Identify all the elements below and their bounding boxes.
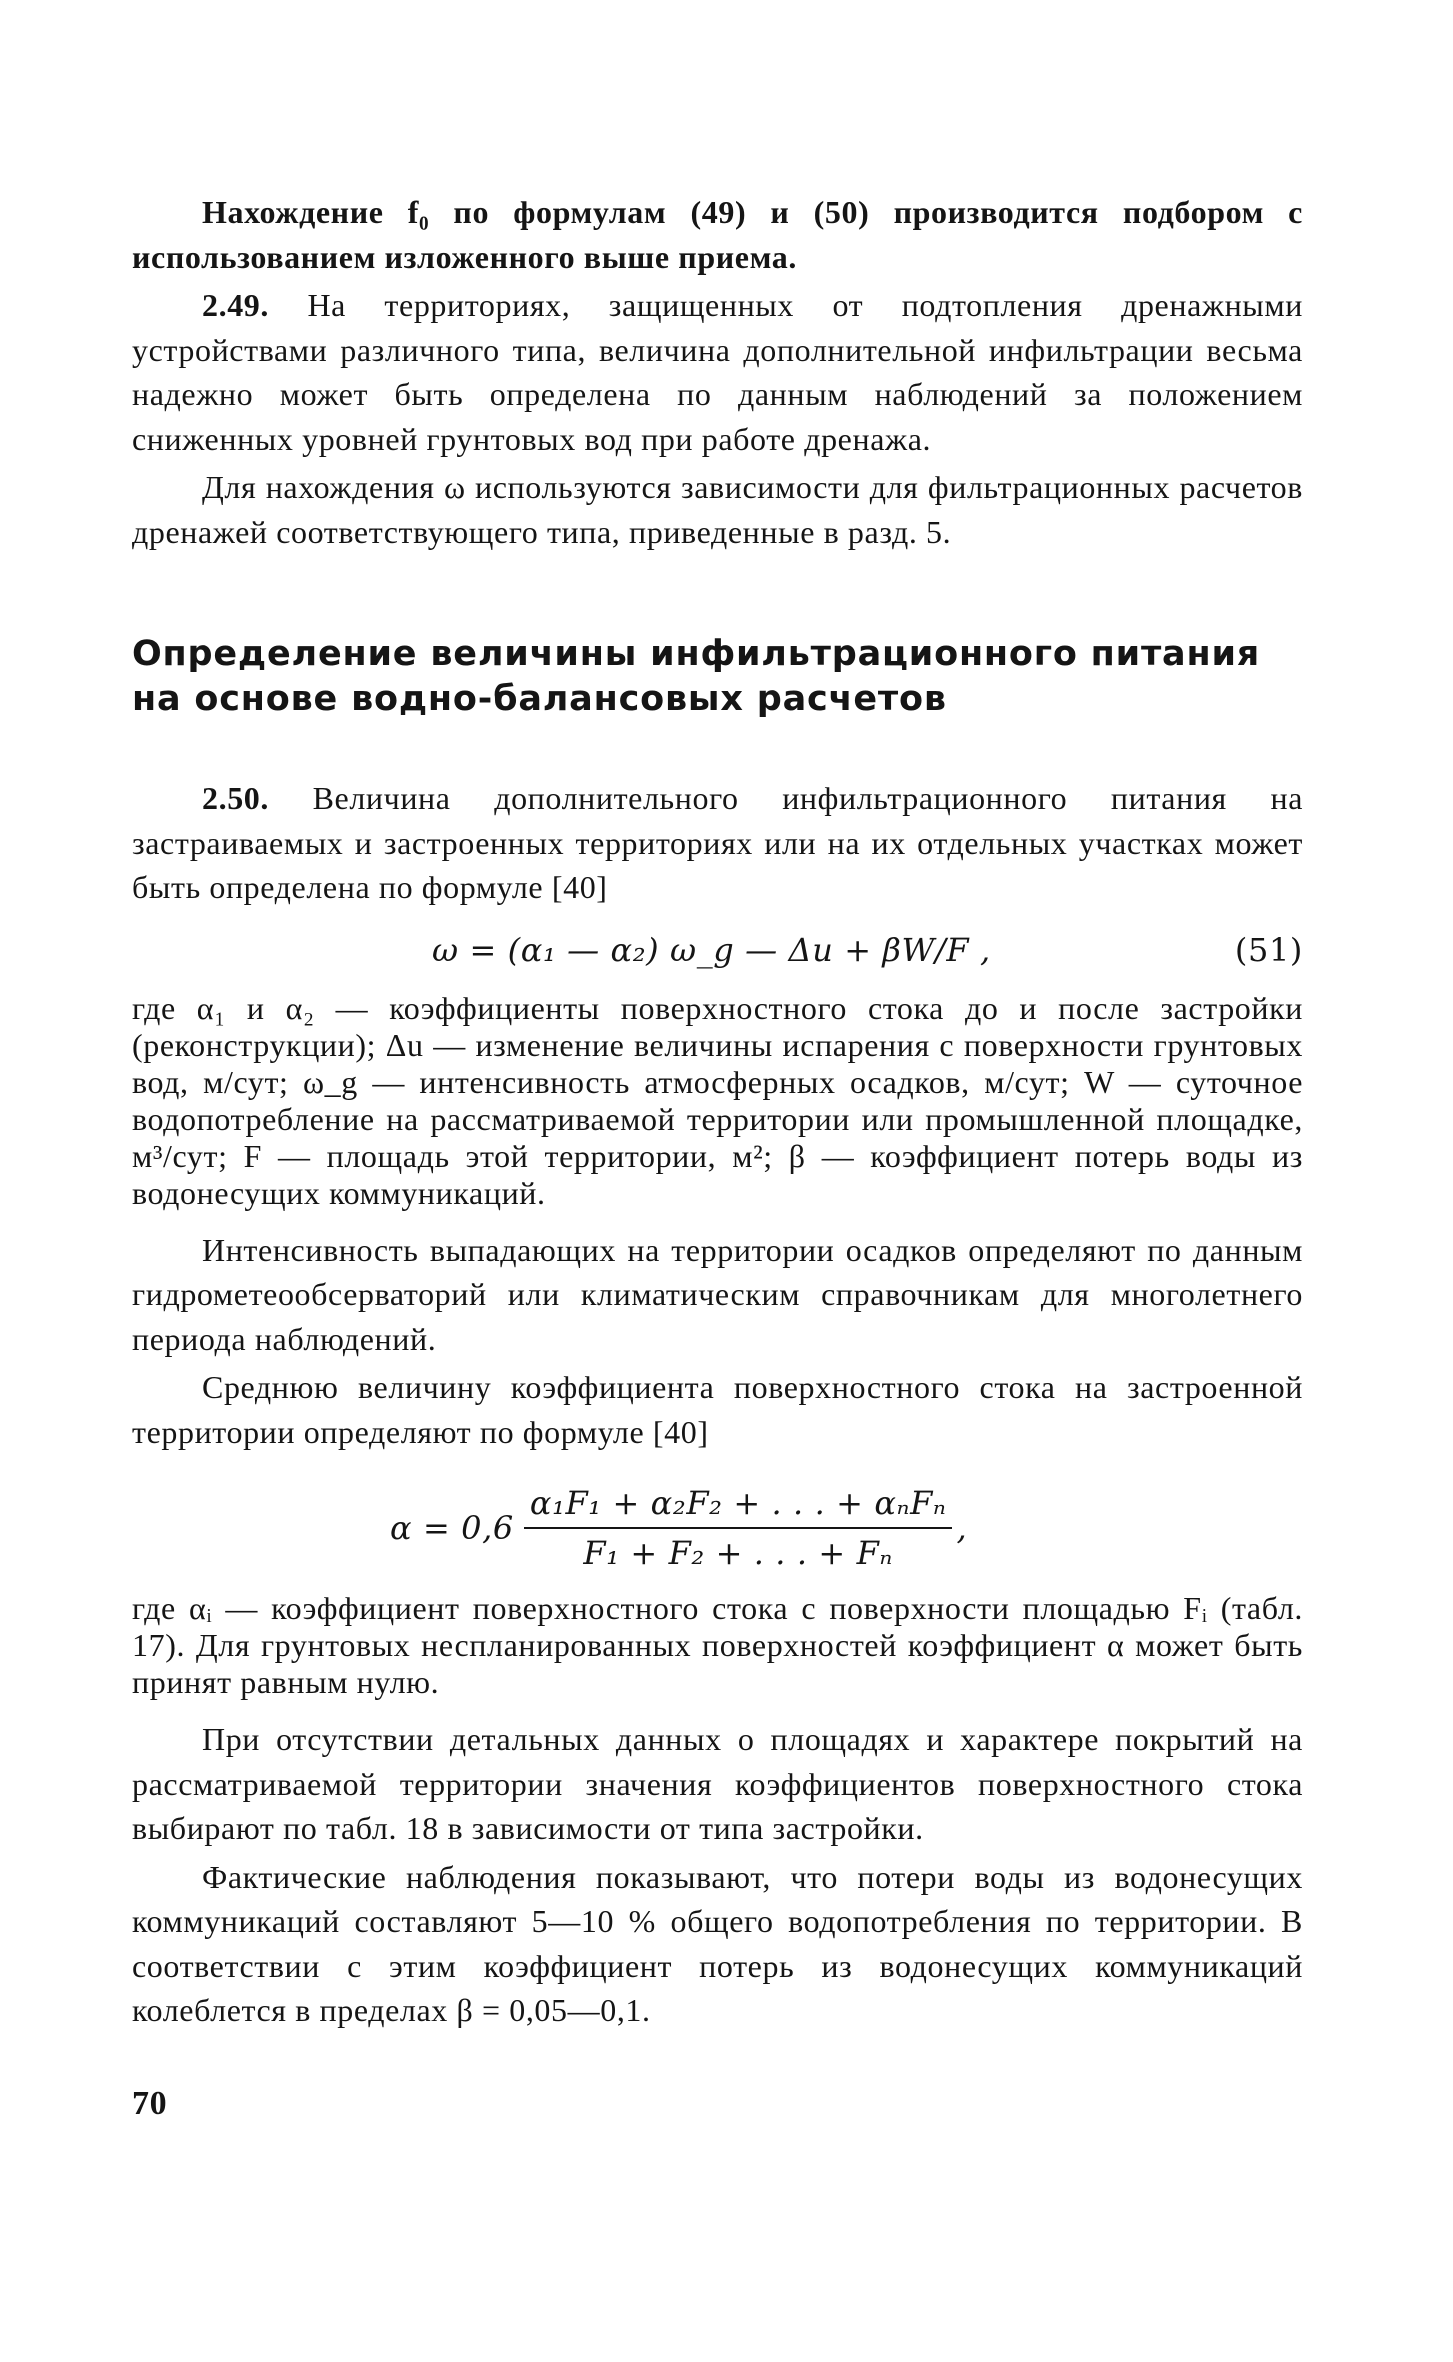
formula-51 bbox=[132, 922, 1303, 984]
paragraph-precipitation: Интенсивность выпадающих на территории осадков определяют по данным гидрометеообсерваторий или климатическим справочникам для многолетнего периода наблюдений. bbox=[132, 1231, 1303, 1357]
paragraph-2-50-text: Величина дополнительного инфильтрационного питания на застраиваемых и застроенных территориях или на их отдельных участках может быть определена по формуле [40] bbox=[132, 780, 1303, 905]
clause-number-2-49: 2.49. bbox=[202, 287, 269, 323]
formula-alpha-comma: , bbox=[956, 1508, 968, 1547]
paragraph-water-losses: Фактические наблюдения показывают, что потери воды из водонесущих коммуникаций составляют 5—10 % общего водопотребления по территории. В соответствии с этим коэффициент потерь из водонесущих коммуникаций колеблется в пределах β = 0,05—0,1. bbox=[132, 1858, 1303, 2028]
paragraph-definitions-51: где α₁ и α₂ — коэффициенты поверхностного стока до и после застройки (реконструкции); Δu — изменение величины испарения с поверхности грунтовых вод, м/сут; ω_g — интенсивность атмосферных осадков, м/сут; W — суточное водопотребление на рассматриваемой территории или промышленной площадке, м³/сут; F — площадь этой территории, м²; β — коэффициент потерь воды из водонесущих коммуникаций. bbox=[132, 989, 1303, 1211]
paragraph-2-50 bbox=[132, 776, 1303, 910]
paragraph-2-49-text: На территориях, защищенных от подтопления дренажными устройствами различного типа, величина дополнительной инфильтрации весьма надежно может быть определена по данным наблюдений за положением сниженных уровней грунтовых вод при работе дренажа. bbox=[132, 287, 1303, 457]
section-heading-line-1: Определение величины инфильтрационного питания bbox=[132, 634, 1261, 674]
section-heading bbox=[132, 632, 1303, 722]
formula-alpha-denominator: F₁ + F₂ + . . . + Fₙ bbox=[583, 1534, 893, 1572]
paragraph-definitions-alpha: где αᵢ — коэффициент поверхностного стока с поверхности площадью Fᵢ (табл. 17). Для грунтовых неспланированных поверхностей коэффициент α может быть принят равным нулю. bbox=[132, 1590, 1303, 1700]
formula-51-expression: ω = (α₁ — α₂) ω_g — Δu + βW/F , bbox=[432, 930, 991, 969]
paragraph-f0-selection: Нахождение f₀ по формулам (49) и (50) производится подбором с использованием изложенного выше приема. bbox=[132, 194, 1303, 275]
paragraph-omega: Для нахождения ω используются зависимости для фильтрационных расчетов дренажей соответствующего типа, приведенные в разд. 5. bbox=[132, 469, 1303, 550]
paragraph-2-49 bbox=[132, 283, 1303, 461]
paragraph-table-18: При отсутствии детальных данных о площадях и характере покрытий на рассматриваемой территории значения коэффициентов поверхностного стока выбирают по табл. 18 в зависимости от типа застройки. bbox=[132, 1721, 1303, 1846]
formula-alpha-numerator: α₁F₁ + α₂F₂ + . . . + αₙFₙ bbox=[524, 1481, 953, 1530]
formula-alpha-fraction bbox=[524, 1481, 953, 1576]
clause-number-2-50: 2.50. bbox=[202, 780, 269, 816]
formula-alpha bbox=[132, 1472, 1303, 1584]
page-number: 70 bbox=[132, 2085, 168, 2122]
formula-51-number: (51) bbox=[1234, 930, 1303, 969]
section-heading-line-2: на основе водно-балансовых расчетов bbox=[132, 679, 947, 719]
paragraph-runoff-coefficient: Среднюю величину коэффициента поверхностного стока на застроенной территории определяют по формуле [40] bbox=[132, 1369, 1303, 1450]
formula-alpha-lhs: α = 0,6 bbox=[390, 1508, 514, 1547]
